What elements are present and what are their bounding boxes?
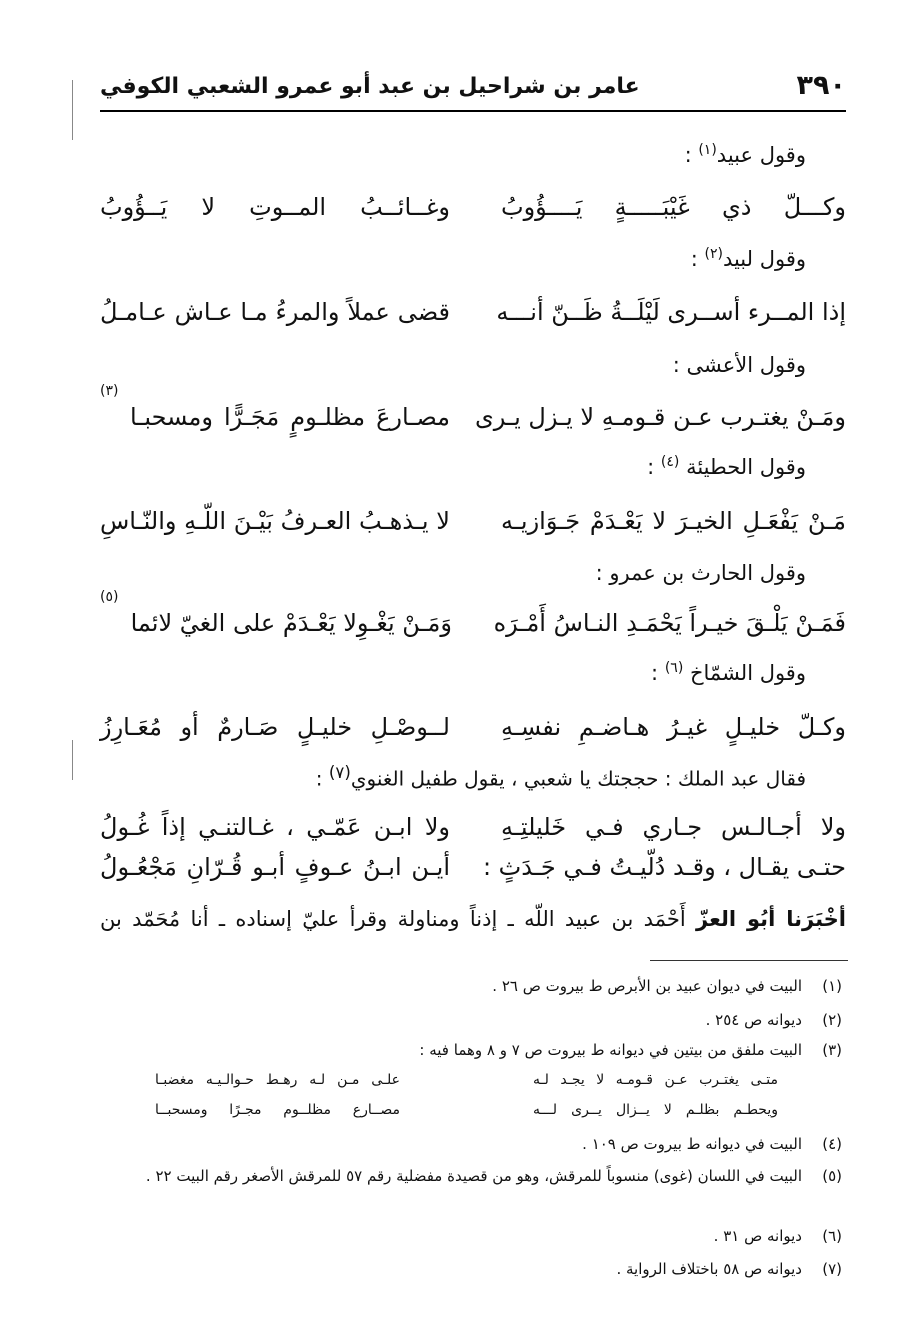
closing-line: أخْبَرَنا أبُو العزّ أَحْمَد بن عبيد اللّه ـ إذناً ومناولة وقرأ عليّ إسناده ـ أنا مُحَمّد بن [100,907,846,931]
verse-intro: وقول لبيد$^{(٢)}$ : [690,246,806,271]
verse-hemistich-2: وَمَـنْ يَغْـوِلا يَعْـدَمْ على الغيّ لائما [130,609,452,637]
verse-hemistich-1: ولا أجـالـس جـاري فـي خَليلتِـهِ [501,813,846,841]
verse-hemistich-2: لــوصْـلِ خليـلٍ صَـارمٌ أو مُعَـارِزُ [100,713,450,741]
header-rule [100,110,846,112]
verse-hemistich-1: وكـــلّ ذي غَيْبَـــــةٍ يَــــؤُوبُ [501,193,846,221]
footnote-verse-h2: علـى مـن لـه رهـط حـوالـيـه مغضبـا [155,1072,400,1088]
verse-intro: وقول الحطيئة $^{(٤)}$ : [647,454,806,479]
footnote-rule [650,960,848,961]
verse-intro: وقول الحارث بن عمرو : [595,561,806,585]
footnote-verse-h2: مصــارع مظلــوم مجـرًا ومسحبــا [155,1102,400,1118]
prose-line: فقال عبد الملك : حججتك يا شعبي ، يقول طفيل الغنوي$^{(٧)}$ : [315,763,806,791]
verse-hemistich-2: ولا ابـن عَمّـي ، غـالتنـي إذاً غُـولُ [100,813,450,841]
verse-hemistich-1: إذا المــرء أســرى لَيْلَــةُ ظَــنّ أنـــه [496,298,846,326]
margin-mark [72,80,74,140]
verse-hemistich-1: مَـنْ يَفْعَـلِ الخيـرَ لا يَعْـدَمْ جَـوَازيـه [501,507,846,535]
verse-intro: وقول الأعشى : [672,353,806,377]
margin-mark [72,740,74,780]
verse-hemistich-2: أيـن ابـنُ عـوفٍ أبـو قُـرّانِ مَجْعُـولُ [100,853,450,881]
footnote-verse-h1: ويحطـم بظلـم لا يــزال يــرى لـــه [533,1102,778,1118]
isnad-opening: أخْبَرَنا أبُو العزّ [696,907,846,931]
verse-hemistich-2: قضى عملاً والمرءُ مـا عـاش عـامـلُ [100,298,450,326]
verse-hemistich-2: مصـارعَ مظلـومٍ مَجَـرًّا ومسحبـا [130,403,450,431]
book-page: ٣٩٠ عامر بن شراحيل بن عبد أبو عمرو الشعبي الكوفي وقول عبيد$^{(١)}$ : وكـــلّ ذي غَيْبَـــــةٍ يَــــؤُوبُ وغــائــبُ المــوتِ لا يَــؤُوبُ وقول لبيد$^{(٢)}$ : إذا المــرء أســرى لَيْلَــةُ ظَــنّ أنـــه قضى عملاً والمرءُ مـا عـاش عـامـلُ وقول الأعشى : ومَـنْ يغتـرب عـن قـومـهِ لا يـزل يـرى مصـارعَ مظلـومٍ مَجَـرًّا ومسحبـا (٣) وقول الحطيئة $^{(٤)}$ : مَـنْ يَفْعَـلِ الخيـرَ لا يَعْـدَمْ جَـوَازيـه لا يـذهـبُ العـرفُ بَيْـنَ اللّـهِ والنّـاسِ وقول الحارث بن عمرو : فَمَـنْ يَلْـقَ خيـراً يَحْمَـدِ النـاسُ أَمْـرَه وَمَـنْ يَغْـوِلا يَعْـدَمْ على الغيّ لائما (٥) وقول الشمّاخ $^{(٦)}$ : وكـلّ خليـلٍ غيـرُ هـاضـمِ نفسِـهِ لــوصْـلِ خليـلٍ صَـارمٌ أو مُعَـارِزُ فقال عبد الملك : حججتك يا شعبي ، يقول طفيل الغنوي$^{(٧)}$ : ولا أجـالـس جـاري فـي خَليلتِـهِ ولا ابـن عَمّـي ، غـالتنـي إذاً غُـولُ حتـى يقـال ، وقـد دُلّيـتُ فـي جَـدَثٍ : أيـن ابـنُ عـوفٍ أبـو قُـرّانِ مَجْعُـولُ أخْبَرَنا أبُو العزّ أَحْمَد بن عبيد اللّه ـ إذناً ومناولة وقرأ عليّ إسناده ـ أنا مُحَمّد بن (١) البيت في ديوان عبيد بن الأبرص ط بيروت ص ٢٦ . (٢) ديوانه ص ٢٥٤ . (٣) البيت ملفق من بيتين في ديوانه ط بيروت ص ٧ و ٨ وهما فيه : متـى يغتـرب عـن قـومـه لا يجـد لـه علـى مـن لـه رهـط حـوالـيـه مغضبـا ويحطـم بظلـم لا يــزال يــرى لـــه مصــارع مظلــوم مجـرًا ومسحبــا (٤) البيت في ديوانه ط بيروت ص ١٠٩ . (٥) البيت في اللسان (غوى) منسوباً للمرقش، وهو من قصيدة مفضلية رقم ٥٧ للمرقش الأصغر رقم البيت ٢٢ . (٦) ديوانه ص ٣١ . (٧) ديوانه ص ٥٨ باختلاف الرواية . [0,0,924,1334]
verse-intro: وقول عبيد$^{(١)}$ : [684,142,806,167]
main-text: وقول عبيد$^{(١)}$ : وكـــلّ ذي غَيْبَـــــةٍ يَــــؤُوبُ وغــائــبُ المــوتِ لا يَــؤُوبُ وقول لبيد$^{(٢)}$ : إذا المــرء أســرى لَيْلَــةُ ظَــنّ أنـــه قضى عملاً والمرءُ مـا عـاش عـامـلُ وقول الأعشى : ومَـنْ يغتـرب عـن قـومـهِ لا يـزل يـرى مصـارعَ مظلـومٍ مَجَـرًّا ومسحبـا (٣) وقول الحطيئة $^{(٤)}$ : مَـنْ يَفْعَـلِ الخيـرَ لا يَعْـدَمْ جَـوَازيـه لا يـذهـبُ العـرفُ بَيْـنَ اللّـهِ والنّـاسِ وقول الحارث بن عمرو : فَمَـنْ يَلْـقَ خيـراً يَحْمَـدِ النـاسُ أَمْـرَه وَمَـنْ يَغْـوِلا يَعْـدَمْ على الغيّ لائما (٥) وقول الشمّاخ $^{(٦)}$ : وكـلّ خليـلٍ غيـرُ هـاضـمِ نفسِـهِ لــوصْـلِ خليـلٍ صَـارمٌ أو مُعَـارِزُ فقال عبد الملك : حججتك يا شعبي ، يقول طفيل الغنوي$^{(٧)}$ : ولا أجـالـس جـاري فـي خَليلتِـهِ ولا ابـن عَمّـي ، غـالتنـي إذاً غُـولُ حتـى يقـال ، وقـد دُلّيـتُ فـي جَـدَثٍ : أيـن ابـنُ عـوفٍ أبـو قُـرّانِ مَجْعُـولُ أخْبَرَنا أبُو العزّ أَحْمَد بن عبيد اللّه ـ إذناً ومناولة وقرأ عليّ إسناده ـ أنا مُحَمّد بن [100,135,846,955]
verse-hemistich-2: وغــائــبُ المــوتِ لا يَــؤُوبُ [100,193,450,221]
verse-hemistich-1: حتـى يقـال ، وقـد دُلّيـتُ فـي جَـدَثٍ : [482,853,846,881]
page-number: ٣٩٠ [796,70,846,101]
verse-hemistich-1: فَمَـنْ يَلْـقَ خيـراً يَحْمَـدِ النـاسُ أَمْـرَه [493,609,846,637]
verse-hemistich-2: لا يـذهـبُ العـرفُ بَيْـنَ اللّـهِ والنّـاسِ [100,507,450,535]
verse-hemistich-1: وكـلّ خليـلٍ غيـرُ هـاضـمِ نفسِـهِ [501,713,846,741]
footnote-verse-h1: متـى يغتـرب عـن قـومـه لا يجـد لـه [533,1072,778,1088]
running-title: عامر بن شراحيل بن عبد أبو عمرو الشعبي الكوفي [100,74,640,99]
page-header [100,62,846,112]
verse-intro: وقول الشمّاخ $^{(٦)}$ : [651,660,806,685]
verse-hemistich-1: ومَـنْ يغتـرب عـن قـومـهِ لا يـزل يـرى [475,403,846,431]
